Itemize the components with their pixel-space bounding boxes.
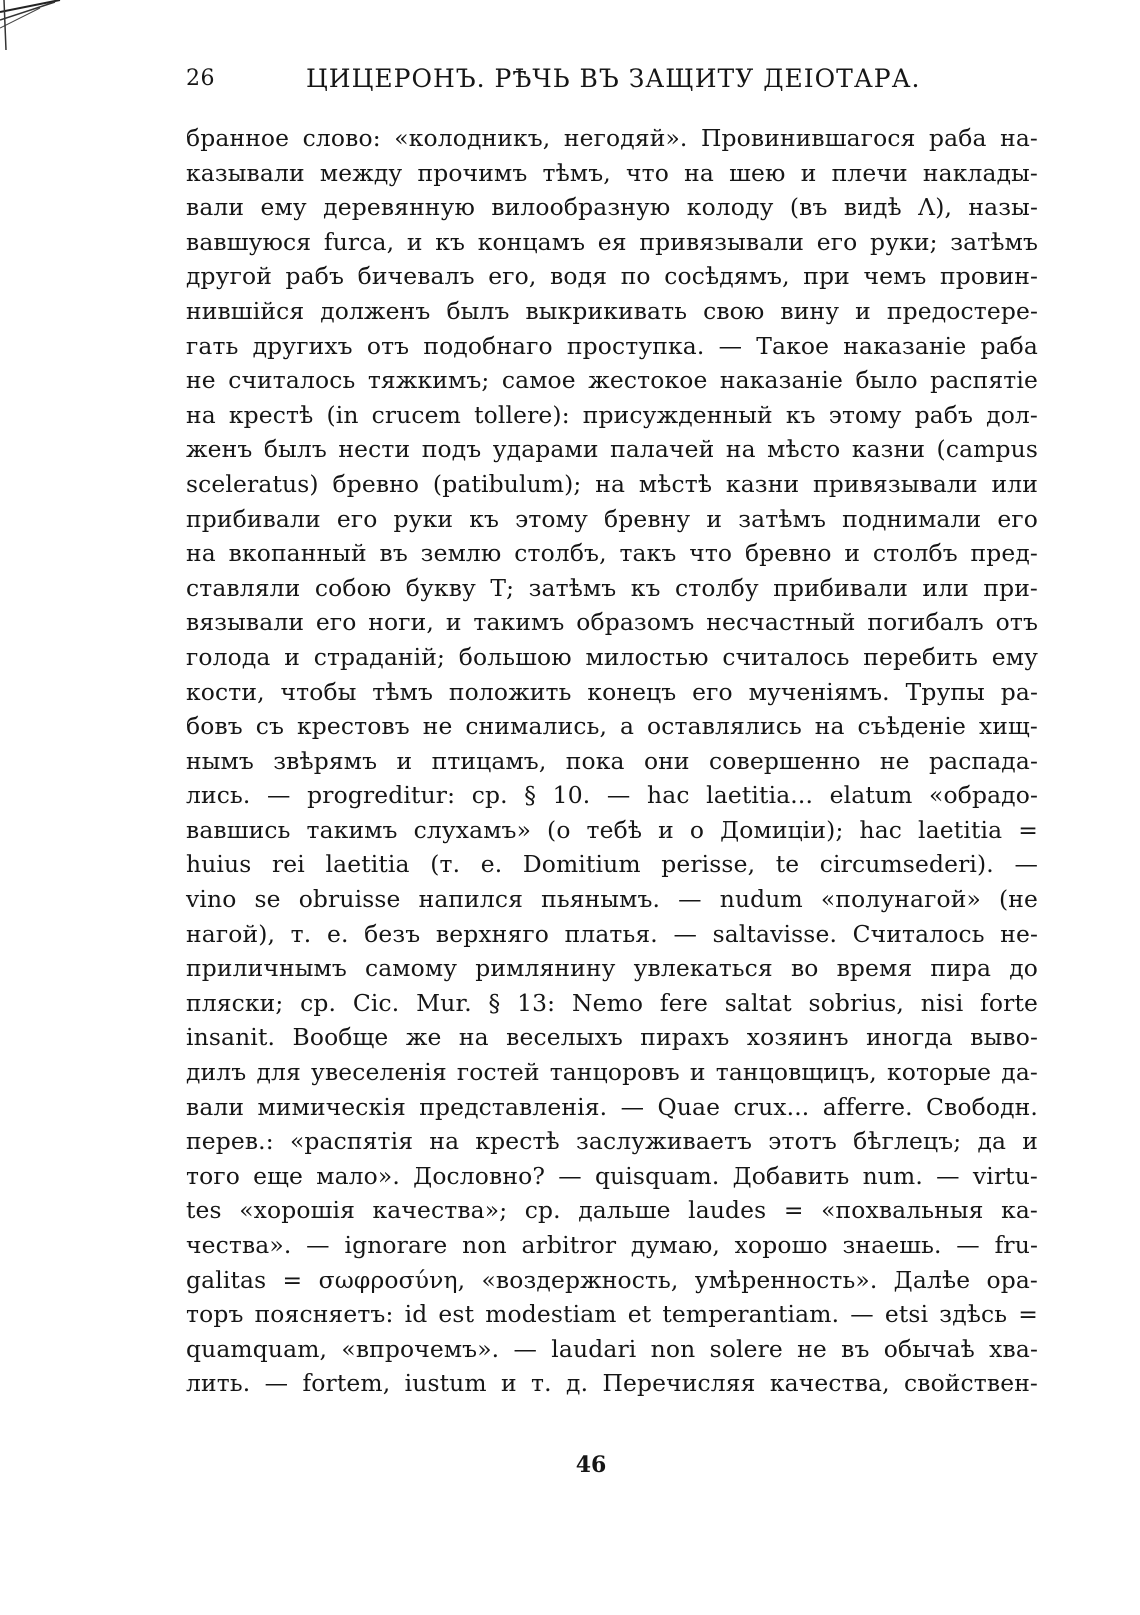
text-line: vino se obruisse напился пьянымъ. — nudum «полунагой» (не [186, 885, 1038, 914]
text-line: казывали между прочимъ тѣмъ, что на шею и плечи наклады- [186, 158, 1038, 187]
text-line: того еще мало». Дословно? — quisquam. Добавить num. — virtu- [186, 1161, 1038, 1190]
text-line: вавшись такимъ слухамъ» (о тебѣ и о Домиціи); hac laetitia = [186, 815, 1038, 844]
text-line: galitas = σωφροσύνη, «воздержность, умѣренность». Далѣе ора- [186, 1265, 1038, 1294]
text-line: женъ былъ нести подъ ударами палачей на мѣсто казни (campus [186, 435, 1038, 464]
running-title: ЦИЦЕРОНЪ. РѢЧЬ ВЪ ЗАЩИТУ ДЕІОТАРА. [306, 64, 921, 93]
text-line: бовъ съ крестовъ не снимались, а оставлялись на съѣденіе хищ- [186, 712, 1038, 741]
text-line: вали мимическія представленія. — Quae crux... afferre. Свободн. [186, 1092, 1038, 1121]
text-line: гать другихъ отъ подобнаго проступка. — Такое наказаніе раба [186, 331, 1038, 360]
text-line: huius rei laetitia (т. е. Domitium perisse, te circumsederi). — [186, 850, 1038, 879]
text-line: торъ поясняетъ: id est modestiam et temperantiam. — etsi здѣсь = [186, 1300, 1038, 1329]
text-line: бранное слово: «колодникъ, негодяй». Провинившагося раба на- [186, 124, 1038, 152]
text-line: вали ему деревянную вилообразную колоду (въ видѣ Λ), назы- [186, 193, 1038, 222]
text-line: на вкопанный въ землю столбъ, такъ что бревно и столбъ пред- [186, 539, 1038, 568]
text-line: на крестѣ (in crucem tollere): присужденный къ этому рабъ дол- [186, 400, 1038, 429]
page-number: 26 [186, 66, 215, 91]
text-line: приличнымъ самому римлянину увлекаться во время пира до [186, 954, 1038, 983]
text-line: дилъ для увеселенія гостей танцоровъ и танцовщицъ, которые да- [186, 1058, 1038, 1087]
text-line: другой рабъ бичевалъ его, водя по сосѣдямъ, при чемъ провин- [186, 262, 1038, 291]
text-line: лись. — progreditur: ср. § 10. — hac laetitia... elatum «обрадо- [186, 781, 1038, 810]
text-line: не считалось тяжкимъ; самое жестокое наказаніе было распятіе [186, 366, 1038, 395]
page-header [186, 60, 1038, 100]
text-line: quamquam, «впрочемъ». — laudari non solere не въ обычаѣ хва- [186, 1334, 1038, 1363]
text-line: вавшуюся furca, и къ концамъ ея привязывали его руки; затѣмъ [186, 227, 1038, 256]
text-line: нагой), т. е. безъ верхняго платья. — saltavisse. Считалось не- [186, 919, 1038, 948]
text-line: лить. — fortem, iustum и т. д. Перечисляя качества, свойствен- [186, 1369, 1038, 1398]
printer-signature-mark: 46 [575, 1452, 607, 1478]
text-line: нившійся долженъ былъ выкрикивать свою вину и предостере- [186, 296, 1038, 325]
text-line: прибивали его руки къ этому бревну и затѣмъ поднимали его [186, 504, 1038, 533]
text-line: sceleratus) бревно (patibulum); на мѣстѣ казни привязывали или [186, 469, 1038, 498]
text-line: кости, чтобы тѣмъ положить конецъ его мученіямъ. Трупы ра- [186, 677, 1038, 706]
page-corner-artifact [0, 0, 70, 50]
commentary-text [186, 121, 1038, 1401]
text-line: перев.: «распятія на крестѣ заслуживаетъ этотъ бѣглецъ; да и [186, 1127, 1038, 1156]
text-line: tes «хорошія качества»; ср. дальше laudes = «похвальныя ка- [186, 1196, 1038, 1225]
text-line: insanit. Вообще же на веселыхъ пирахъ хозяинъ иногда выво- [186, 1023, 1038, 1052]
text-line: голода и страданій; большою милостью считалось перебить ему [186, 642, 1038, 671]
text-line: вязывали его ноги, и такимъ образомъ несчастный погибалъ отъ [186, 608, 1038, 637]
text-line: ставляли собою букву Т; затѣмъ къ столбу прибивали или при- [186, 573, 1038, 602]
text-line: пляски; ср. Cic. Mur. § 13: Nemo fere saltat sobrius, nisi forte [186, 988, 1038, 1017]
text-line: нымъ звѣрямъ и птицамъ, пока они совершенно не распада- [186, 746, 1038, 775]
text-line: чества». — ignorare non arbitror думаю, хорошо знаешь. — fru- [186, 1231, 1038, 1259]
